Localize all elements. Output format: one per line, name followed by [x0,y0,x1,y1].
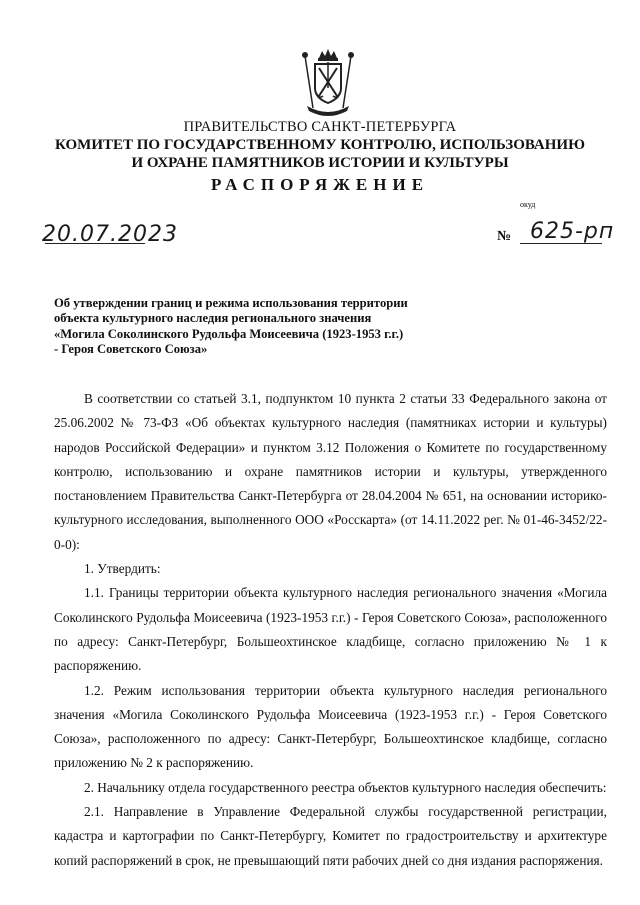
committee-name-line-2: И ОХРАНЕ ПАМЯТНИКОВ ИСТОРИИ И КУЛЬТУРЫ [131,155,509,171]
document-type: РАСПОРЯЖЕНИЕ [210,175,430,194]
document-body [54,387,607,873]
number-underline [520,243,602,244]
committee-name-line-1: КОМИТЕТ ПО ГОСУДАРСТВЕННОМУ КОНТРОЛЮ, ИСПОЛЬЗОВАНИЮ [55,137,585,153]
preamble-paragraph: В соответствии со статьей 3.1, подпунктом 10 пункта 2 статьи 33 Федерального закона от 25.06.2002 № 73-ФЗ «Об объектах культурного наследия (памятниках истории и культуры) народов Российской Федерации» и пунктом 3.12 Положения о Комитете по государственному контролю, использованию и охране памятников истории и культуры, утвержденного постановлением Правительства Санкт-Петербурга от 28.04.2004 № 651, на основании историко-культурного исследования, выполненного ООО «Росскарта» (от 14.11.2022 рег. № 01-46-3452/22-0-0): [54,391,607,552]
item-2-1: 2.1. Направление в Управление Федеральной службы государственной регистрации, кадастра и картографии по Санкт-Петербургу, Комитет по градостроительству и архитектуре копий распоряжений в срок, не превышающий пяти рабочих дней со дня издания распоряжения. [54,804,607,868]
item-1-2: 1.2. Режим использования территории объекта культурного наследия регионального значения «Могила Соколинского Рудольфа Моисеевича (1923-1953 г.г.) - Героя Советского Союза», расположенного по адресу: Санкт-Петербург, Большеохтинское кладбище, согласно приложению № 2 к распоряжению. [54,682,607,771]
subject-line: Об утверждении границ и режима использования территории [54,296,408,310]
item-1: 1. Утвердить: [84,561,161,577]
document-date: 20.07.2023 [42,222,178,247]
item-2: 2. Начальнику отдела государственного реестра объектов культурного наследия обеспечить: [84,779,607,795]
document-number: 625-рп [530,219,615,244]
date-underline [45,243,145,244]
coat-of-arms-icon [299,48,357,118]
subject-line: - Героя Советского Союза» [54,342,208,357]
number-sign: № [497,229,512,244]
subject-line: «Могила Соколинского Рудольфа Моисеевича (1923-1953 г.г.) [54,326,404,341]
okud-label: окуд [520,200,536,209]
item-1-1: 1.1. Границы территории объекта культурного наследия регионального значения «Могила Соколинского Рудольфа Моисеевича (1923-1953 г.г.) - Героя Советского Союза», расположенного по адресу: Санкт-Петербург, Большеохтинское кладбище, согласно приложению № 1 к распоряжению. [54,585,607,674]
government-name: ПРАВИТЕЛЬСТВО САНКТ-ПЕТЕРБУРГА [183,119,457,135]
document-subject [54,296,454,358]
subject-line: объекта культурного наследия регионального значения [54,311,372,326]
